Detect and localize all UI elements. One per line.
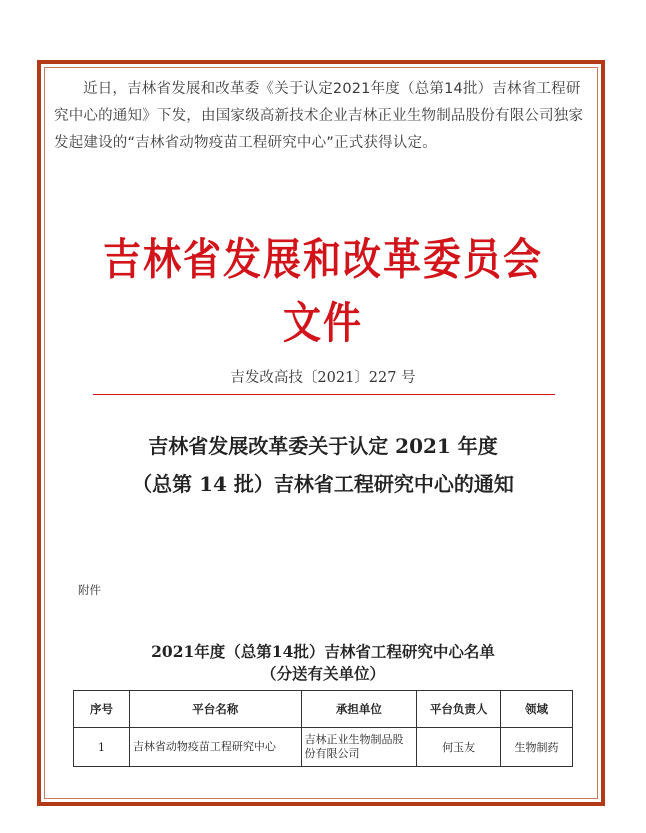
cell-host-unit: 吉林正业生物制品股份有限公司 bbox=[301, 728, 417, 767]
document-red-header: 吉林省发展和改革委员会文件 bbox=[102, 233, 543, 349]
table-header-row bbox=[74, 691, 573, 728]
header-host-unit: 承担单位 bbox=[301, 691, 417, 728]
list-title-line-2: （分送有关单位） bbox=[260, 664, 385, 683]
intro-paragraph: 近日，吉林省发展和改革委《关于认定2021年度（总第14批）吉林省工程研究中心的通知》下发，由国家级高新技术企业吉林正业生物制品股份有限公司独家发起建设的“吉林省动物疫苗工程研究中心”正式获得认定。 bbox=[54, 81, 584, 151]
document-number: 吉发改高技〔2021〕227 号 bbox=[230, 370, 416, 386]
notice-title-line-2: （总第 14 批）吉林省工程研究中心的通知 bbox=[132, 472, 514, 496]
cell-field: 生物制药 bbox=[501, 728, 573, 767]
header-index: 序号 bbox=[74, 691, 130, 728]
engineering-center-table bbox=[73, 690, 573, 767]
attachment-label: 附件 bbox=[78, 583, 101, 597]
header-platform-lead: 平台负责人 bbox=[417, 691, 501, 728]
header-platform-name: 平台名称 bbox=[129, 691, 301, 728]
table-row bbox=[74, 728, 573, 767]
notice-title-line-1: 吉林省发展改革委关于认定 2021 年度 bbox=[148, 434, 498, 458]
red-divider bbox=[93, 394, 555, 395]
cell-index: 1 bbox=[74, 728, 130, 767]
cell-platform-name: 吉林省动物疫苗工程研究中心 bbox=[129, 728, 301, 767]
cell-platform-lead: 何玉友 bbox=[417, 728, 501, 767]
header-field: 领域 bbox=[501, 691, 573, 728]
list-title-line-1: 2021年度（总第14批）吉林省工程研究中心名单 bbox=[151, 642, 495, 661]
